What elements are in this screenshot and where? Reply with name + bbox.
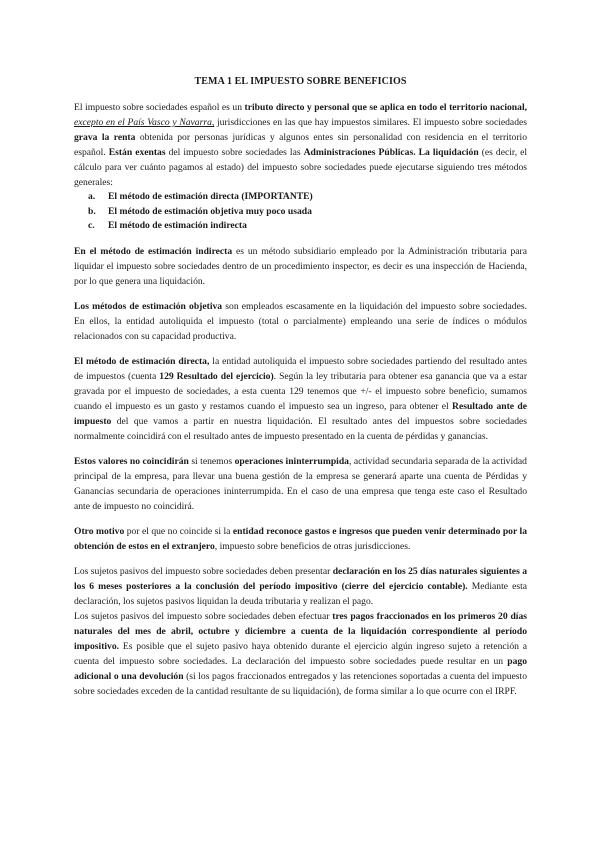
text: son empleados escasamente en la liquidación del impuesto sobre sociedades. En ellos, la entidad autoliquida el impuesto (total o parcialmente) empleando una serie de índices o módulos relacionados con su capacidad productiva. [74, 300, 527, 342]
paragraph-objective-method [74, 299, 527, 344]
text: obtenida por personas jurídicas y algunos entes sin personalidad con residencia en el territorio español. [74, 132, 527, 158]
bold-text: Administraciones Públicas. La liquidación [303, 147, 479, 158]
text: Mediante esta declaración, los sujetos pasivos liquidan la deuda tributaria y realizan el pago. [74, 580, 527, 607]
paragraph-indirect-method [74, 244, 527, 289]
text: del que vamos a partir en nuestra liquidación. El resultado antes del impuestos sobre sociedades normalmente coincidirá con el resultado antes de impuesto presentado en la cuenta de pérdidas y ganancias. [74, 415, 527, 442]
text: Es posible que el sujeto pasivo haya obtenido durante el ejercicio algún ingreso sujeto a retención a cuenta del impuesto sobre sociedades. La declaración del impuesto sobre sociedades puede resultar en un [74, 640, 527, 667]
bold-text: 129 Resultado del ejercicio) [159, 370, 274, 382]
bold-text: grava la renta [74, 132, 136, 143]
text: la entidad autoliquida el impuesto sobre sociedades partiendo del resultado antes de impuestos (cuenta [74, 355, 527, 382]
paragraph-direct-method [74, 354, 527, 444]
list-item-text: El método de estimación indirecta [108, 220, 247, 231]
text: (si los pagos fraccionados entregados y las retenciones soportadas a cuenta del impuesto sobre sociedades exceden de la cantidad resultante de su liquidación), de forma similar a lo que ocurre con el IRPF. [74, 670, 527, 697]
bold-text: declaración en los 25 días naturales siguientes a los 6 meses posteriores a la conclusión del período impositivo (cierre del ejercicio contable). [74, 565, 527, 592]
bold-text: pago adicional o una devolución [74, 655, 527, 682]
text: Los sujetos pasivos del impuesto sobre sociedades deben efectuar [74, 610, 333, 622]
bold-text: Están exentas [108, 147, 166, 158]
paragraph-declaration [74, 564, 527, 609]
bold-text: tributo directo y personal que se aplica en todo el territorio nacional, [244, 102, 528, 113]
text: jurisdicciones en las que hay impuestos similares. El impuesto sobre sociedades [214, 117, 527, 128]
bold-text: Estos valores no coincidirán [74, 455, 189, 467]
text: El impuesto sobre sociedades español es un [74, 102, 245, 113]
document-title: TEMA 1 EL IMPUESTO SOBRE BENEFICIOS [194, 76, 407, 87]
text: , actividad secundaria separada de la actividad principal de la empresa, para llevar una buena gestión de la empresa se generará aparte una cuenta de Pérdidas y Ganancias secundaria de operaciones ininterrumpida. En el caso de una empresa que tenga este caso el Resultado ante de impuesto no coincidirá. [74, 455, 527, 512]
bold-text: entidad reconoce gastos e ingresos que pueden venir determinado por la obtención de estos en el extranjero [74, 525, 527, 552]
bold-text: Los métodos de estimación objetiva [74, 300, 223, 312]
text: es un método subsidiario empleado por la Administración tributaria para liquidar el impuesto sobre sociedades dentro de un procedimiento inspector, es decir es una inspección de Hacienda, por lo que genera una liquidación. [74, 245, 527, 287]
text: del impuesto sobre sociedades las [165, 147, 304, 158]
list-item-text: El método de estimación directa (IMPORTANTE) [108, 191, 313, 202]
text: si tenemos [188, 455, 235, 467]
text: Los sujetos pasivos del impuesto sobre sociedades deben presentar [74, 565, 333, 577]
list-item-text: El método de estimación objetiva muy poco usada [108, 205, 312, 217]
text: , impuesto sobre beneficios de otras jurisdicciones. [214, 540, 411, 552]
list-marker: c. [88, 220, 95, 231]
list-item [88, 219, 527, 234]
paragraph-intro [74, 100, 527, 190]
bold-text: Resultado ante de impuesto [74, 400, 527, 427]
document-body [74, 74, 527, 699]
methods-list [74, 190, 527, 234]
bold-text: Otro motivo [74, 525, 125, 537]
bold-text: El método de estimación directa, [74, 355, 210, 367]
list-item [88, 205, 527, 220]
list-marker: b. [88, 205, 96, 217]
paragraph-other-reason [74, 524, 527, 554]
list-item [88, 190, 527, 205]
underlined-text: excepto en el País Vasco y Navarra, [74, 117, 215, 128]
bold-text: tres pagos fraccionados en los primeros 20 días naturales del mes de abril, octubre y diciembre a cuenta de la liquidación correspondiente al período impositivo. [74, 610, 527, 652]
text: (es decir, el cálculo para ver cuánto pagamos al estado) del impuesto sobre sociedades puede ejecutarse siguiendo tres métodos generales: [74, 147, 528, 188]
list-marker: a. [88, 191, 96, 202]
bold-text: En el método de estimación indirecta [74, 245, 233, 257]
text: por el que no coincide si la [124, 525, 233, 537]
paragraph-fractional-payments [74, 609, 527, 699]
text: . Según la ley tributaria para obtener esa ganancia que va a estar gravada por el impuesto de sociedades, a esta cuenta 129 tenemos que +/- el impuesto sobre beneficio, sumamos cuando el impuesto es un gasto y restamos cuando el impuesto sea un ingreso, para obtener el [74, 370, 528, 412]
bold-text: operaciones ininterrumpida [234, 455, 349, 467]
paragraph-values-mismatch [74, 454, 527, 514]
